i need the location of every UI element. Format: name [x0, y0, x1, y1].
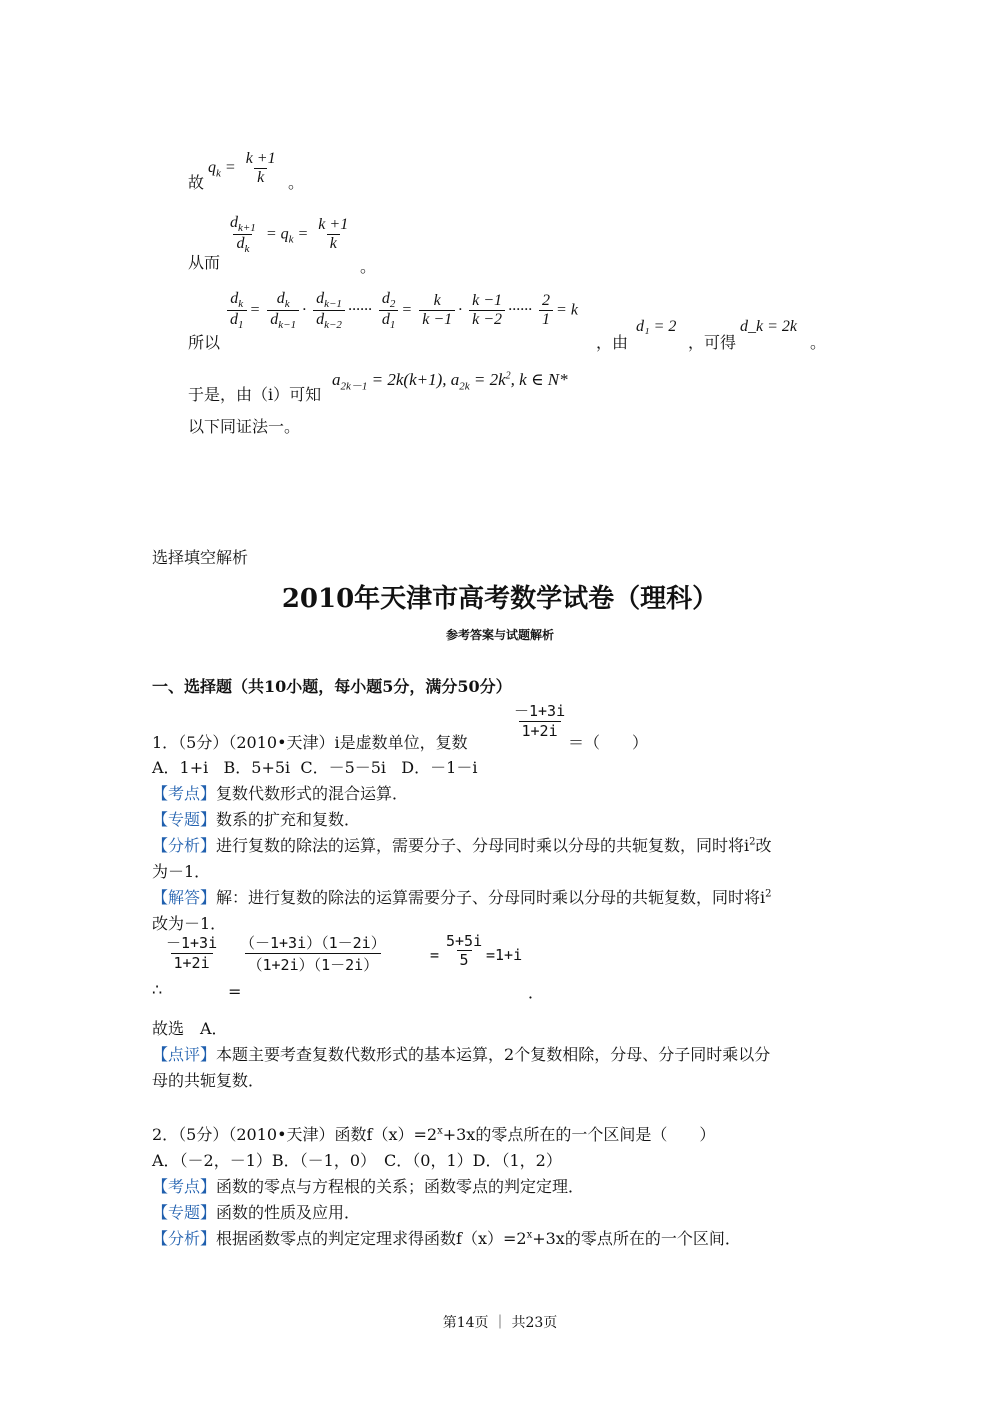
dk-ratio-formula: $\frac{d_{k+1}}{d_k}$ = $q_k$ = $\frac{k +1}{k}$ — [230, 214, 349, 256]
q1-fraction: $\frac{-1+3i}{1+2i}$ — [514, 702, 566, 740]
calc-mid-fraction: $\frac{(-1+3i)(1-2i)}{(1+2i)(1-2i)}$ — [240, 934, 386, 974]
proof-line-5: 以下同证法一。 — [188, 417, 301, 436]
page-subtitle: 参考答案与试题解析 — [445, 628, 554, 642]
q1-dianping: 【点评】本题主要考查复数代数形式的基本运算，2个复数相除，分母、分子同时乘以分 — [152, 1045, 771, 1064]
q2-zhuanti: 【专题】函数的性质及应用． — [152, 1203, 361, 1222]
dk-result: d_k = 2k — [740, 318, 797, 335]
d1-value: d₁ = 2 — [636, 318, 677, 335]
q1-jieda-cont: 改为－1． — [152, 914, 227, 933]
q2-fenxi: 【分析】根据函数零点的判定定理求得函数$f(x)=2^x+3x$的零点所在的一个区间． — [152, 1229, 741, 1248]
q2-options: A．（－2，－1）B．（－1，0） C．（0，1）D．（1，2） — [152, 1151, 562, 1170]
section-label: 选择填空解析 — [152, 548, 249, 567]
q1-fenxi: 【分析】进行复数的除法的运算，需要分子、分母同时乘以分母的共轭复数，同时将$i^2$改 — [152, 836, 772, 855]
q1-jieda: 【解答】解：进行复数的除法的运算需要分子、分母同时乘以分母的共轭复数，同时将$i^2$ — [152, 888, 772, 907]
calc-right-fraction: $\frac{5+5i}{5}$ — [446, 932, 483, 969]
sequence-result-formula: $a_{2k-1} = 2k(k+1)$, $a_{2k} = 2k^2$, k ∈ N* — [332, 370, 568, 393]
page-footer: 第14页 ｜ 共23页 — [442, 1315, 558, 1331]
q1-dianping-cont: 母的共轭复数． — [152, 1071, 265, 1090]
q1-kaodian: 【考点】复数代数形式的混合运算． — [152, 784, 409, 803]
page-title: 2010年天津市高考数学试卷（理科） — [281, 584, 719, 614]
q1-answer: 故选 A． — [152, 1019, 228, 1038]
q2-stem: 2．（5分）（2010•天津）函数$f(x)=2^x+3x$的零点所在的一个区间是（ ） — [152, 1125, 716, 1144]
proof-prefix-suoyi: 所以 — [188, 333, 221, 352]
proof-prefix-gu: 故 — [188, 173, 205, 192]
q-k-formula: $q_k$ = $\frac{k +1}{k}$ — [208, 150, 276, 186]
q1-options: A．1+i B．5+5i C．－5－5i D．－1－i — [152, 758, 478, 777]
proof-line-3: 所以 $\frac{d_k}{d_1}$ = $\frac{d_k}{d_{k-1}}$ · $\frac{d_{k-1}}{d_{k-2}}$ ······ $\frac{d_2}{d_1}$ = $\frac{k}{k -1}$ · $\frac{k -1}{k -2}$ ······ $\frac{2}{1}$ = k ，由 d₁ = 2 ，可得 d_k = 2k 。 — [188, 290, 827, 352]
part-heading: 一、选择题（共10小题，每小题5分，满分50分） — [152, 677, 512, 696]
q1-zhuanti: 【专题】数系的扩充和复数． — [152, 810, 361, 829]
q1-fenxi-cont: 为－1． — [152, 862, 211, 881]
q1-calculation: $\frac{-1+3i}{1+2i}$ $\frac{(-1+3i)(1-2i)}{(1+2i)(1-2i)}$ = $\frac{5+5i}{5}$ =1+i ∴ = ． — [152, 932, 545, 1002]
calc-lhs-fraction: $\frac{-1+3i}{1+2i}$ — [166, 934, 218, 972]
q2-kaodian: 【考点】函数的零点与方程根的关系；函数零点的判定定理． — [152, 1177, 585, 1196]
q1-stem: 1．（5分）（2010•天津）i是虚数单位，复数 $\frac{-1+3i}{1+2i}$ ＝（ ） — [152, 702, 649, 752]
proof-prefix-congr: 从而 — [188, 253, 221, 272]
telescoping-product-formula: $\frac{d_k}{d_1}$ = $\frac{d_k}{d_{k-1}}$ · $\frac{d_{k-1}}{d_{k-2}}$ ······ $\frac{d_2}{d_1}$ = $\frac{k}{k -1}$ · $\frac{k -1}{k -2}$ ······ $\frac{2}{1}$ = k — [224, 290, 578, 331]
